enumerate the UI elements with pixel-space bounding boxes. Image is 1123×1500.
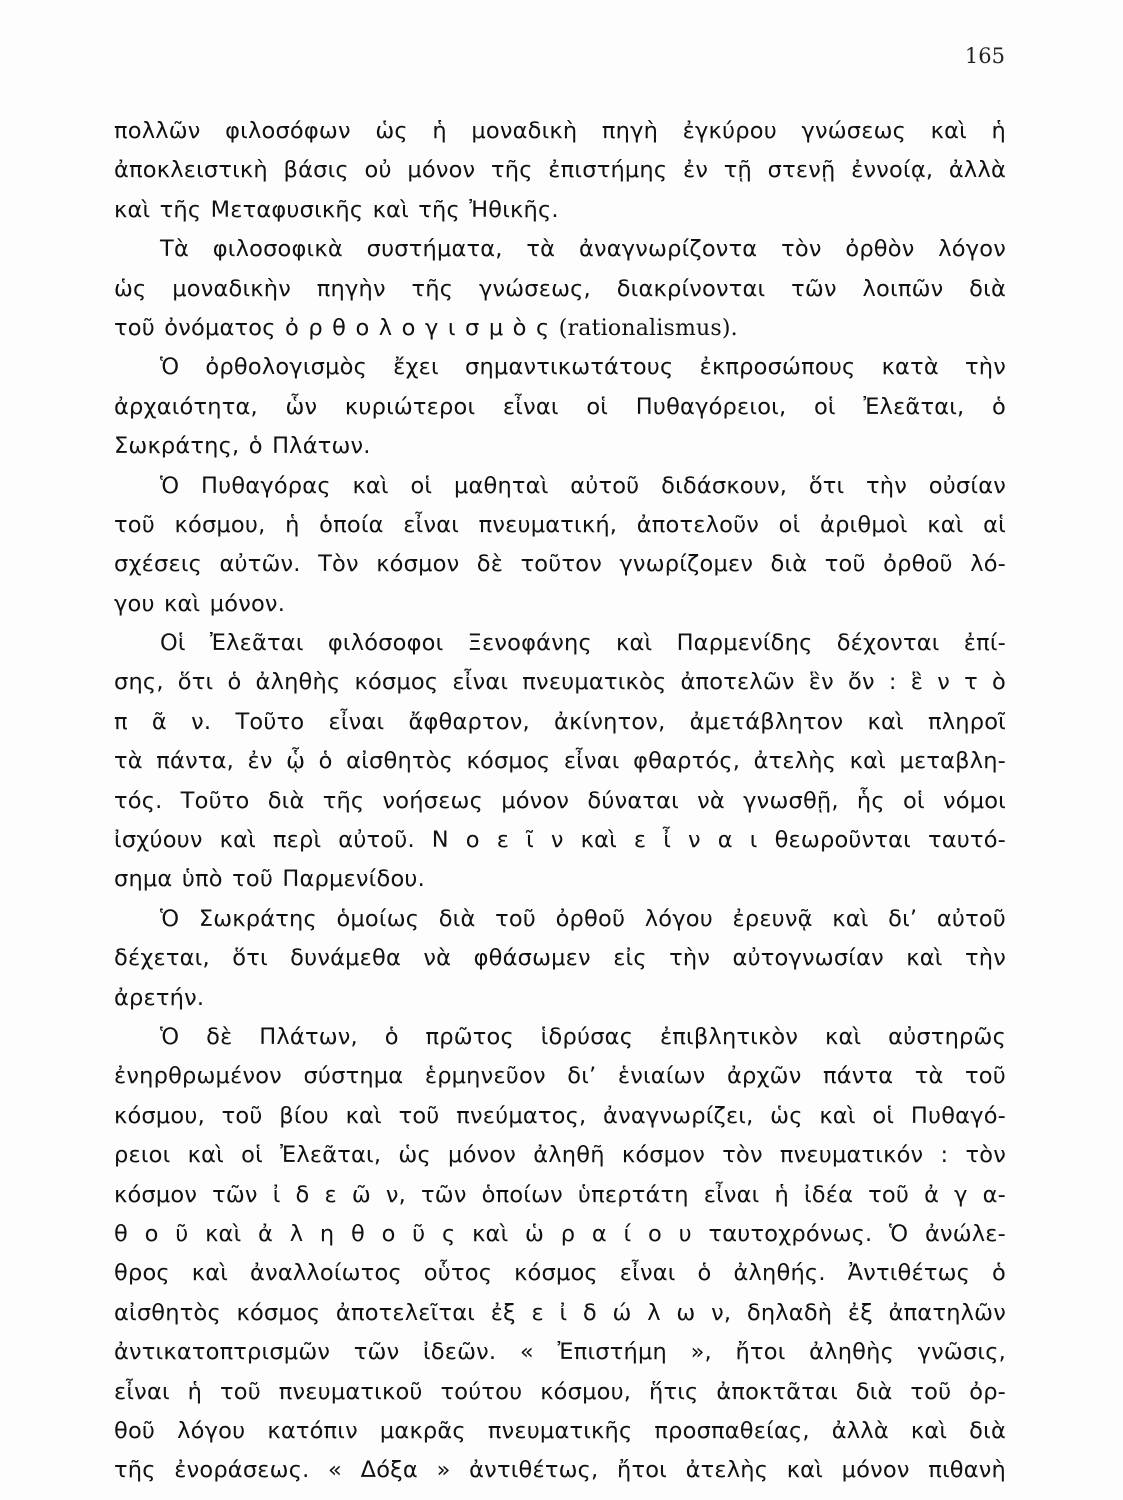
text-line: θ ο ῦ καὶ ἀ λ η θ ο ῦ ς καὶ ὡ ρ α ί ο υ ταυτοχρόνως. Ὁ ἀνώλε- [114, 1220, 1006, 1247]
text-line: τὰ πάντα, ἐν ᾧ ὁ αἰσθητὸς κόσμος εἶναι φθαρτός, ἀτελὴς καὶ μεταβλη- [114, 748, 1006, 775]
text-line: τῆς ἐνοράσεως. « Δόξα » ἀντιθέτως, ἤτοι ἀτελὴς καὶ μόνον πιθανὴ [114, 1457, 1006, 1484]
text-line [114, 309, 1006, 348]
paragraph-start-line: Οἱ Ἐλεᾶται φιλόσοφοι Ξενοφάνης καὶ Παρμενίδης δέχονται ἐπί- [160, 630, 1006, 657]
paragraph-start-line: Τὰ φιλοσοφικὰ συστήματα, τὰ ἀναγνωρίζοντα τὸν ὀρθὸν λόγον [160, 236, 1006, 263]
text-line: ρειοι καὶ οἱ Ἐλεᾶται, ὡς μόνον ἀληθῆ κόσμον τὸν πνευματικόν : τὸν [114, 1142, 1006, 1169]
paragraph-start-line: Ὁ Σωκράτης ὁμοίως διὰ τοῦ ὀρθοῦ λόγου ἐρευνᾷ καὶ δι’ αὐτοῦ [160, 905, 1006, 932]
text-segment: τοῦ ὀνόματος ὀ ρ θ ο λ ο γ ι σ μ ὸ ς [114, 314, 550, 341]
text-line: τοῦ κόσμου, ἡ ὁποία εἶναι πνευματική, ἀποτελοῦν οἱ ἀριθμοὶ καὶ αἱ [114, 511, 1006, 538]
text-line: κόσμου, τοῦ βίου καὶ τοῦ πνεύματος, ἀναγνωρίζει, ὡς καὶ οἱ Πυθαγό- [114, 1102, 1006, 1129]
text-line: π ᾶ ν. Τοῦτο εἶναι ἄφθαρτον, ἀκίνητον, ἀμετάβλητον καὶ πληροῖ [114, 708, 1006, 735]
page-number: 165 [964, 44, 1005, 68]
text-line: σημα ὑπὸ τοῦ Παρμενίδου. [114, 866, 425, 893]
text-line: κόσμον τῶν ἰ δ ε ῶ ν, τῶν ὁποίων ὑπερτάτη εἶναι ἡ ἰδέα τοῦ ἀ γ α- [114, 1181, 1006, 1208]
paragraph-start-line: Ὁ δὲ Πλάτων, ὁ πρῶτος ἱδρύσας ἐπιβλητικὸν καὶ αὐστηρῶς [160, 1023, 1006, 1050]
text-line: ἀντικατοπτρισμῶν τῶν ἰδεῶν. « Ἐπιστήμη », ἤτοι ἀληθὴς γνῶσις, [114, 1339, 1006, 1366]
text-line: Σωκράτης, ὁ Πλάτων. [114, 433, 371, 460]
text-line: εἶναι ἡ τοῦ πνευματικοῦ τούτου κόσμου, ἥτις ἀποκτᾶται διὰ τοῦ ὀρ- [114, 1378, 1006, 1405]
text-line: γου καὶ μόνον. [114, 590, 286, 617]
paragraph-start-line: Ὁ Πυθαγόρας καὶ οἱ μαθηταὶ αὐτοῦ διδάσκουν, ὅτι τὴν οὐσίαν [160, 472, 1006, 499]
text-line: ἀρχαιότητα, ὧν κυριώτεροι εἶναι οἱ Πυθαγόρειοι, οἱ Ἐλεᾶται, ὁ [114, 393, 1006, 420]
text-line: σχέσεις αὐτῶν. Τὸν κόσμον δὲ τοῦτον γνωρίζομεν διὰ τοῦ ὀρθοῦ λό- [114, 551, 1006, 578]
text-line: καὶ τῆς Μεταφυσικῆς καὶ τῆς Ἠθικῆς. [114, 196, 559, 223]
text-line: δέχεται, ὅτι δυνάμεθα νὰ φθάσωμεν εἰς τὴν αὐτογνωσίαν καὶ τὴν [114, 945, 1006, 972]
text-line: θρος καὶ ἀναλλοίωτος οὗτος κόσμος εἶναι ὁ ἀληθής. Ἀντιθέτως ὁ [114, 1260, 1006, 1287]
paragraph-start-line: Ὁ ὀρθολογισμὸς ἔχει σημαντικωτάτους ἐκπροσώπους κατὰ τὴν [160, 354, 1006, 381]
text-line: ἀρετήν. [114, 984, 205, 1011]
text-line: ὡς μοναδικὴν πηγὴν τῆς γνώσεως, διακρίνονται τῶν λοιπῶν διὰ [114, 275, 1006, 302]
text-line: ἰσχύουν καὶ περὶ αὐτοῦ. Ν ο ε ῖ ν καὶ ε ἶ ν α ι θεωροῦνται ταυτό- [114, 827, 1006, 854]
text-line: ἀποκλειστικὴ βάσις οὐ μόνον τῆς ἐπιστήμης ἐν τῇ στενῇ ἐννοίᾳ, ἀλλὰ [114, 157, 1006, 184]
text-line: αἰσθητὸς κόσμος ἀποτελεῖται ἐξ ε ἰ δ ώ λ ω ν, δηλαδὴ ἐξ ἀπατηλῶν [114, 1299, 1006, 1326]
text-line: πολλῶν φιλοσόφων ὡς ἡ μοναδικὴ πηγὴ ἐγκύρου γνώσεως καὶ ἡ [114, 118, 1006, 144]
body-text [114, 112, 1006, 1491]
text-line: τός. Τοῦτο διὰ τῆς νοήσεως μόνον δύναται νὰ γνωσθῇ, ἧς οἱ νόμοι [114, 787, 1006, 814]
text-line: ἐνηρθρωμένον σύστημα ἑρμηνεῦον δι’ ἑνιαίων ἀρχῶν πάντα τὰ τοῦ [114, 1063, 1006, 1090]
text-line: θοῦ λόγου κατόπιν μακρᾶς πνευματικῆς προσπαθείας, ἀλλὰ καὶ διὰ [114, 1417, 1006, 1444]
text-line: σης, ὅτι ὁ ἀληθὴς κόσμος εἶναι πνευματικὸς ἀποτελῶν ἓν ὄν : ἓ ν τ ὸ [114, 669, 1006, 696]
latin-term: (rationalismus). [558, 315, 738, 341]
